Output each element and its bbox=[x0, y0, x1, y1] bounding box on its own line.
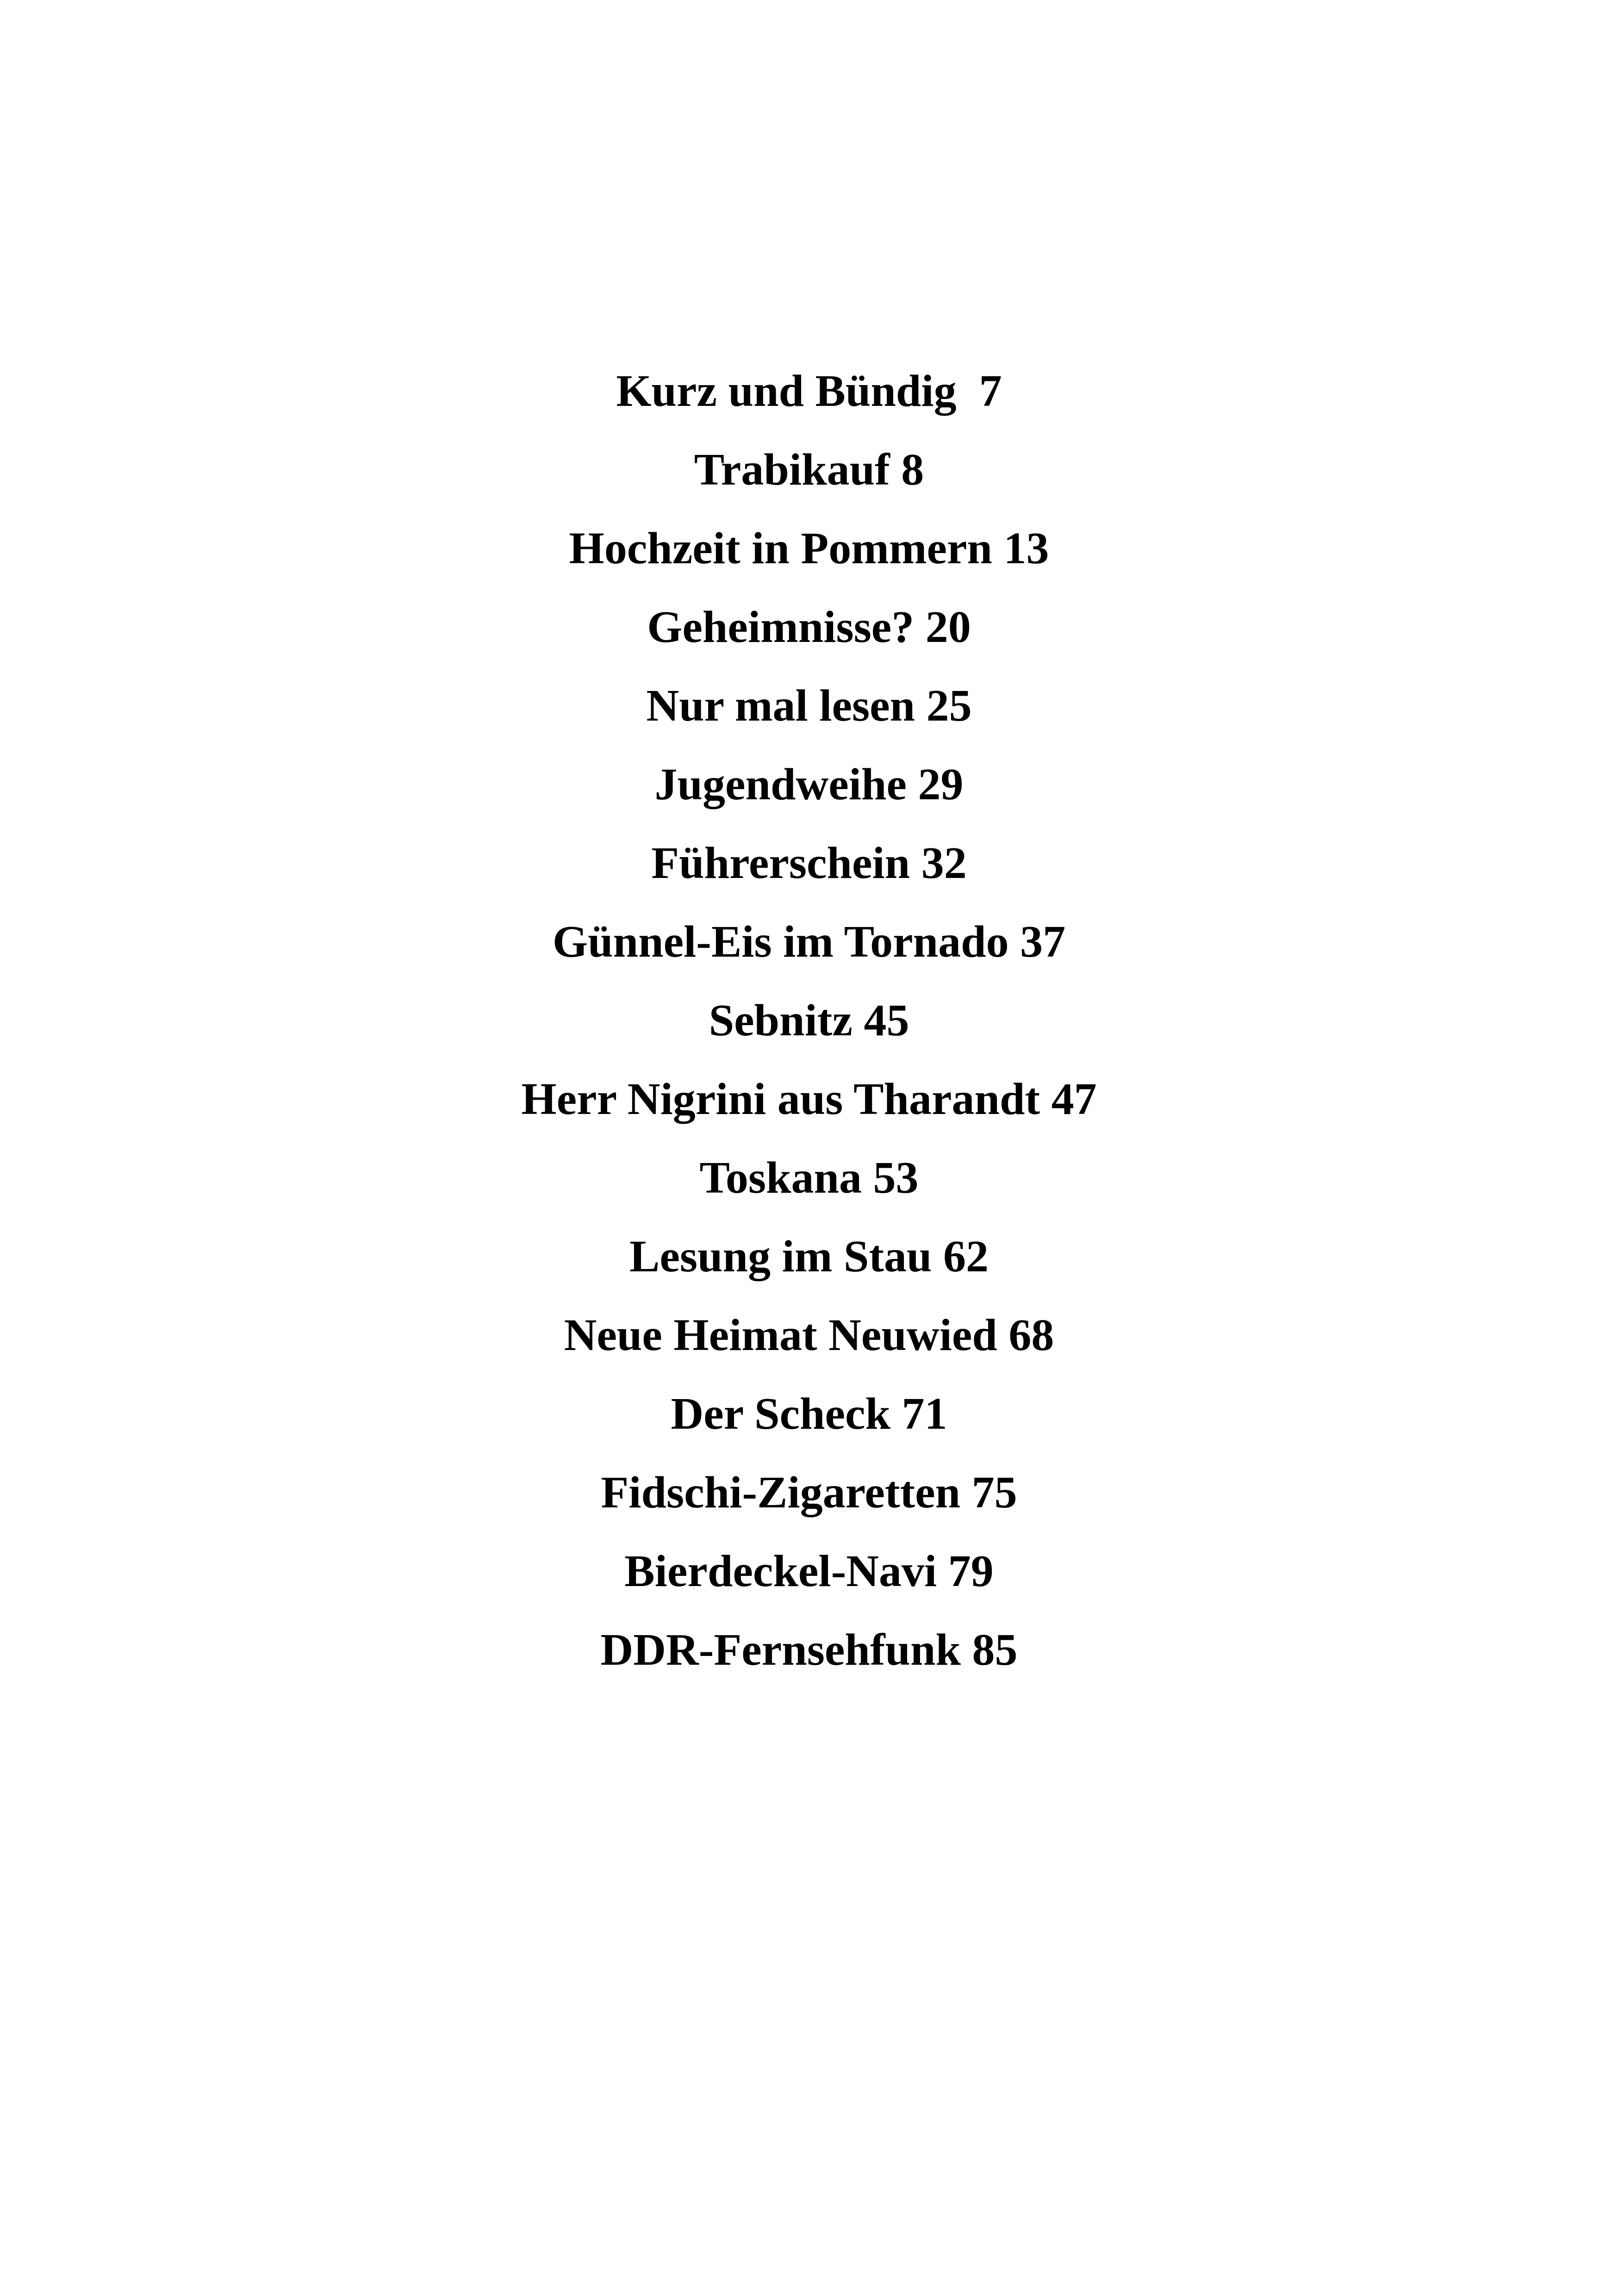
toc-entry-page: 45 bbox=[864, 996, 909, 1045]
toc-entry-page: 68 bbox=[1008, 1310, 1054, 1360]
toc-entry-title: Der Scheck bbox=[671, 1389, 890, 1439]
toc-entry bbox=[0, 666, 1618, 745]
toc-entry-title: Sebnitz bbox=[709, 996, 853, 1045]
toc-entry-page: 75 bbox=[971, 1468, 1017, 1518]
toc-entry bbox=[0, 1453, 1618, 1532]
toc-entry bbox=[0, 1296, 1618, 1375]
toc-entry bbox=[0, 1060, 1618, 1139]
toc-entry-page: 29 bbox=[918, 759, 964, 809]
toc-entry-title: Kurz und Bündig bbox=[616, 366, 968, 416]
toc-entry bbox=[0, 1375, 1618, 1453]
toc-entry bbox=[0, 981, 1618, 1060]
toc-entry-page: 32 bbox=[921, 838, 967, 888]
toc-entry bbox=[0, 1217, 1618, 1296]
toc-entry-title: Hochzeit in Pommern bbox=[569, 523, 992, 573]
toc-entry bbox=[0, 430, 1618, 509]
toc-entry-page: 71 bbox=[902, 1389, 947, 1439]
toc-entry-title: Jugendweihe bbox=[654, 759, 907, 809]
toc-entry-page: 8 bbox=[901, 445, 924, 495]
toc-entry-title: Herr Nigrini aus Tharandt bbox=[521, 1074, 1040, 1124]
toc-entry bbox=[0, 352, 1618, 430]
toc-entry-page: 7 bbox=[979, 366, 1002, 416]
toc-entry-title: Günnel-Eis im Tornado bbox=[552, 917, 1009, 967]
toc-entry bbox=[0, 902, 1618, 981]
toc-entry-page: 37 bbox=[1020, 917, 1066, 967]
toc-entry-title: Neue Heimat Neuwied bbox=[564, 1310, 997, 1360]
toc-entry-title: Nur mal lesen bbox=[646, 681, 915, 731]
toc-entry bbox=[0, 509, 1618, 588]
toc-entry-title: Führerschein bbox=[651, 838, 910, 888]
toc-entry-title: Trabikauf bbox=[694, 445, 890, 495]
toc-entry-title: Toskana bbox=[699, 1153, 862, 1203]
toc-entry bbox=[0, 1139, 1618, 1217]
toc-entry-page: 79 bbox=[948, 1546, 994, 1596]
toc-entry bbox=[0, 1532, 1618, 1611]
toc-entry bbox=[0, 745, 1618, 824]
toc-entry-page: 85 bbox=[972, 1625, 1018, 1675]
toc-entry-title: DDR-Fernsehfunk bbox=[600, 1625, 961, 1675]
toc-entry-page: 25 bbox=[926, 681, 972, 731]
toc-entry-page: 62 bbox=[943, 1232, 989, 1282]
toc-entry bbox=[0, 588, 1618, 666]
toc-entry-page: 47 bbox=[1051, 1074, 1097, 1124]
toc-entry-title: Fidschi-Zigaretten bbox=[601, 1468, 961, 1518]
toc-entry-page: 13 bbox=[1003, 523, 1049, 573]
toc-entry-title: Lesung im Stau bbox=[629, 1232, 932, 1282]
toc-entry-page: 53 bbox=[873, 1153, 919, 1203]
toc-entry bbox=[0, 1611, 1618, 1689]
toc-entry bbox=[0, 824, 1618, 902]
toc-entry-title: Bierdeckel-Navi bbox=[624, 1546, 937, 1596]
table-of-contents bbox=[0, 352, 1618, 1689]
toc-entry-title: Geheimnisse? bbox=[647, 602, 915, 652]
toc-entry-page: 20 bbox=[925, 602, 971, 652]
